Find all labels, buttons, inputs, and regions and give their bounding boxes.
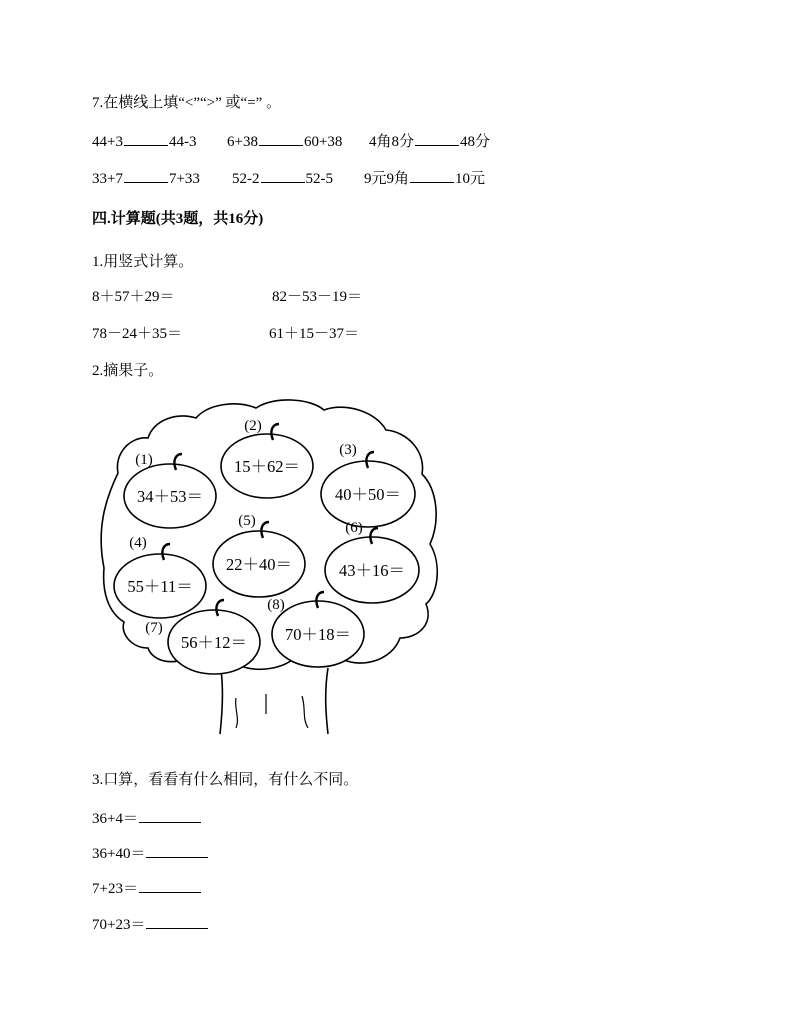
comparison-item (364, 168, 485, 189)
comparison-item (92, 168, 200, 189)
bark-line (302, 696, 308, 728)
answer-blank[interactable] (146, 914, 208, 929)
apple-expression: 15＋62＝ (234, 457, 300, 476)
oral-calc-expression: 7+23＝ (92, 881, 138, 897)
comparison-left: 52-2 (232, 171, 260, 187)
answer-blank[interactable] (139, 878, 201, 893)
apple-number: (4) (129, 535, 147, 551)
apple-expression: 70＋18＝ (285, 625, 351, 644)
q3-title: 3.口算，看看有什么相同，有什么不同。 (92, 772, 359, 788)
comparison-left: 6+38 (227, 134, 258, 150)
oral-calc-expression: 36+4＝ (92, 811, 138, 827)
oral-calc-expression: 70+23＝ (92, 917, 146, 933)
bark-line (236, 698, 238, 728)
comparison-left: 33+7 (92, 171, 123, 187)
apple-number: (7) (145, 620, 163, 636)
apple (321, 442, 415, 527)
comparison-left: 9元9角 (364, 171, 410, 187)
apple-number: (6) (345, 520, 363, 536)
apple-number: (3) (339, 442, 357, 458)
comparison-right: 48分 (460, 134, 491, 150)
apple (213, 513, 305, 597)
q7-title: 7.在横线上填“<”“>” 或“=” 。 (92, 95, 282, 111)
answer-blank[interactable] (261, 168, 305, 183)
apple-expression: 55＋11＝ (127, 577, 193, 596)
comparison-right: 44-3 (168, 134, 197, 150)
apple-expression: 56＋12＝ (181, 633, 247, 652)
apple (114, 535, 206, 618)
oral-calc-item (92, 878, 202, 899)
oral-calc-item (92, 843, 209, 864)
comparison-left: 44+3 (92, 134, 123, 150)
oral-calc-expression: 36+40＝ (92, 846, 146, 862)
apple (124, 452, 216, 528)
comparison-item (232, 168, 333, 189)
comparison-left: 4角8分 (369, 134, 415, 150)
apple (221, 418, 313, 498)
vertical-calc-item: 8＋57＋29＝ (92, 289, 175, 305)
apple-number: (1) (135, 452, 153, 468)
answer-blank[interactable] (139, 808, 201, 823)
comparison-right: 60+38 (303, 134, 343, 150)
comparison-item (369, 131, 490, 152)
answer-blank[interactable] (410, 168, 454, 183)
apple (325, 520, 419, 603)
comparison-right: 10元 (455, 171, 486, 187)
oral-calc-item (92, 914, 209, 935)
apple (267, 592, 364, 667)
answer-blank[interactable] (124, 168, 168, 183)
vertical-calc-item: 78－24＋35＝ (92, 326, 183, 342)
q2-title: 2.摘果子。 (92, 363, 164, 379)
comparison-right: 7+33 (168, 171, 200, 187)
answer-blank[interactable] (415, 131, 459, 146)
apple-expression: 22＋40＝ (226, 555, 292, 574)
section-heading: 四.计算题(共3题，共16分) (92, 211, 264, 227)
comparison-right: 52-5 (305, 171, 333, 187)
comparison-item (92, 131, 196, 152)
answer-blank[interactable] (146, 843, 208, 858)
oral-calc-item (92, 808, 202, 829)
apple-number: (2) (244, 418, 262, 434)
apple-expression: 43＋16＝ (339, 561, 405, 580)
vertical-calc-item: 82－53－19＝ (272, 289, 363, 305)
answer-blank[interactable] (124, 131, 168, 146)
apple-number: (5) (238, 513, 256, 529)
q1-title: 1.用竖式计算。 (92, 254, 194, 270)
apple-number: (8) (267, 597, 285, 613)
vertical-calc-item: 61＋15－37＝ (269, 326, 360, 342)
answer-blank[interactable] (259, 131, 303, 146)
apple-tree-illustration (96, 398, 441, 738)
apple-expression: 40＋50＝ (335, 485, 401, 504)
apple-expression: 34＋53＝ (137, 487, 203, 506)
comparison-item (227, 131, 342, 152)
